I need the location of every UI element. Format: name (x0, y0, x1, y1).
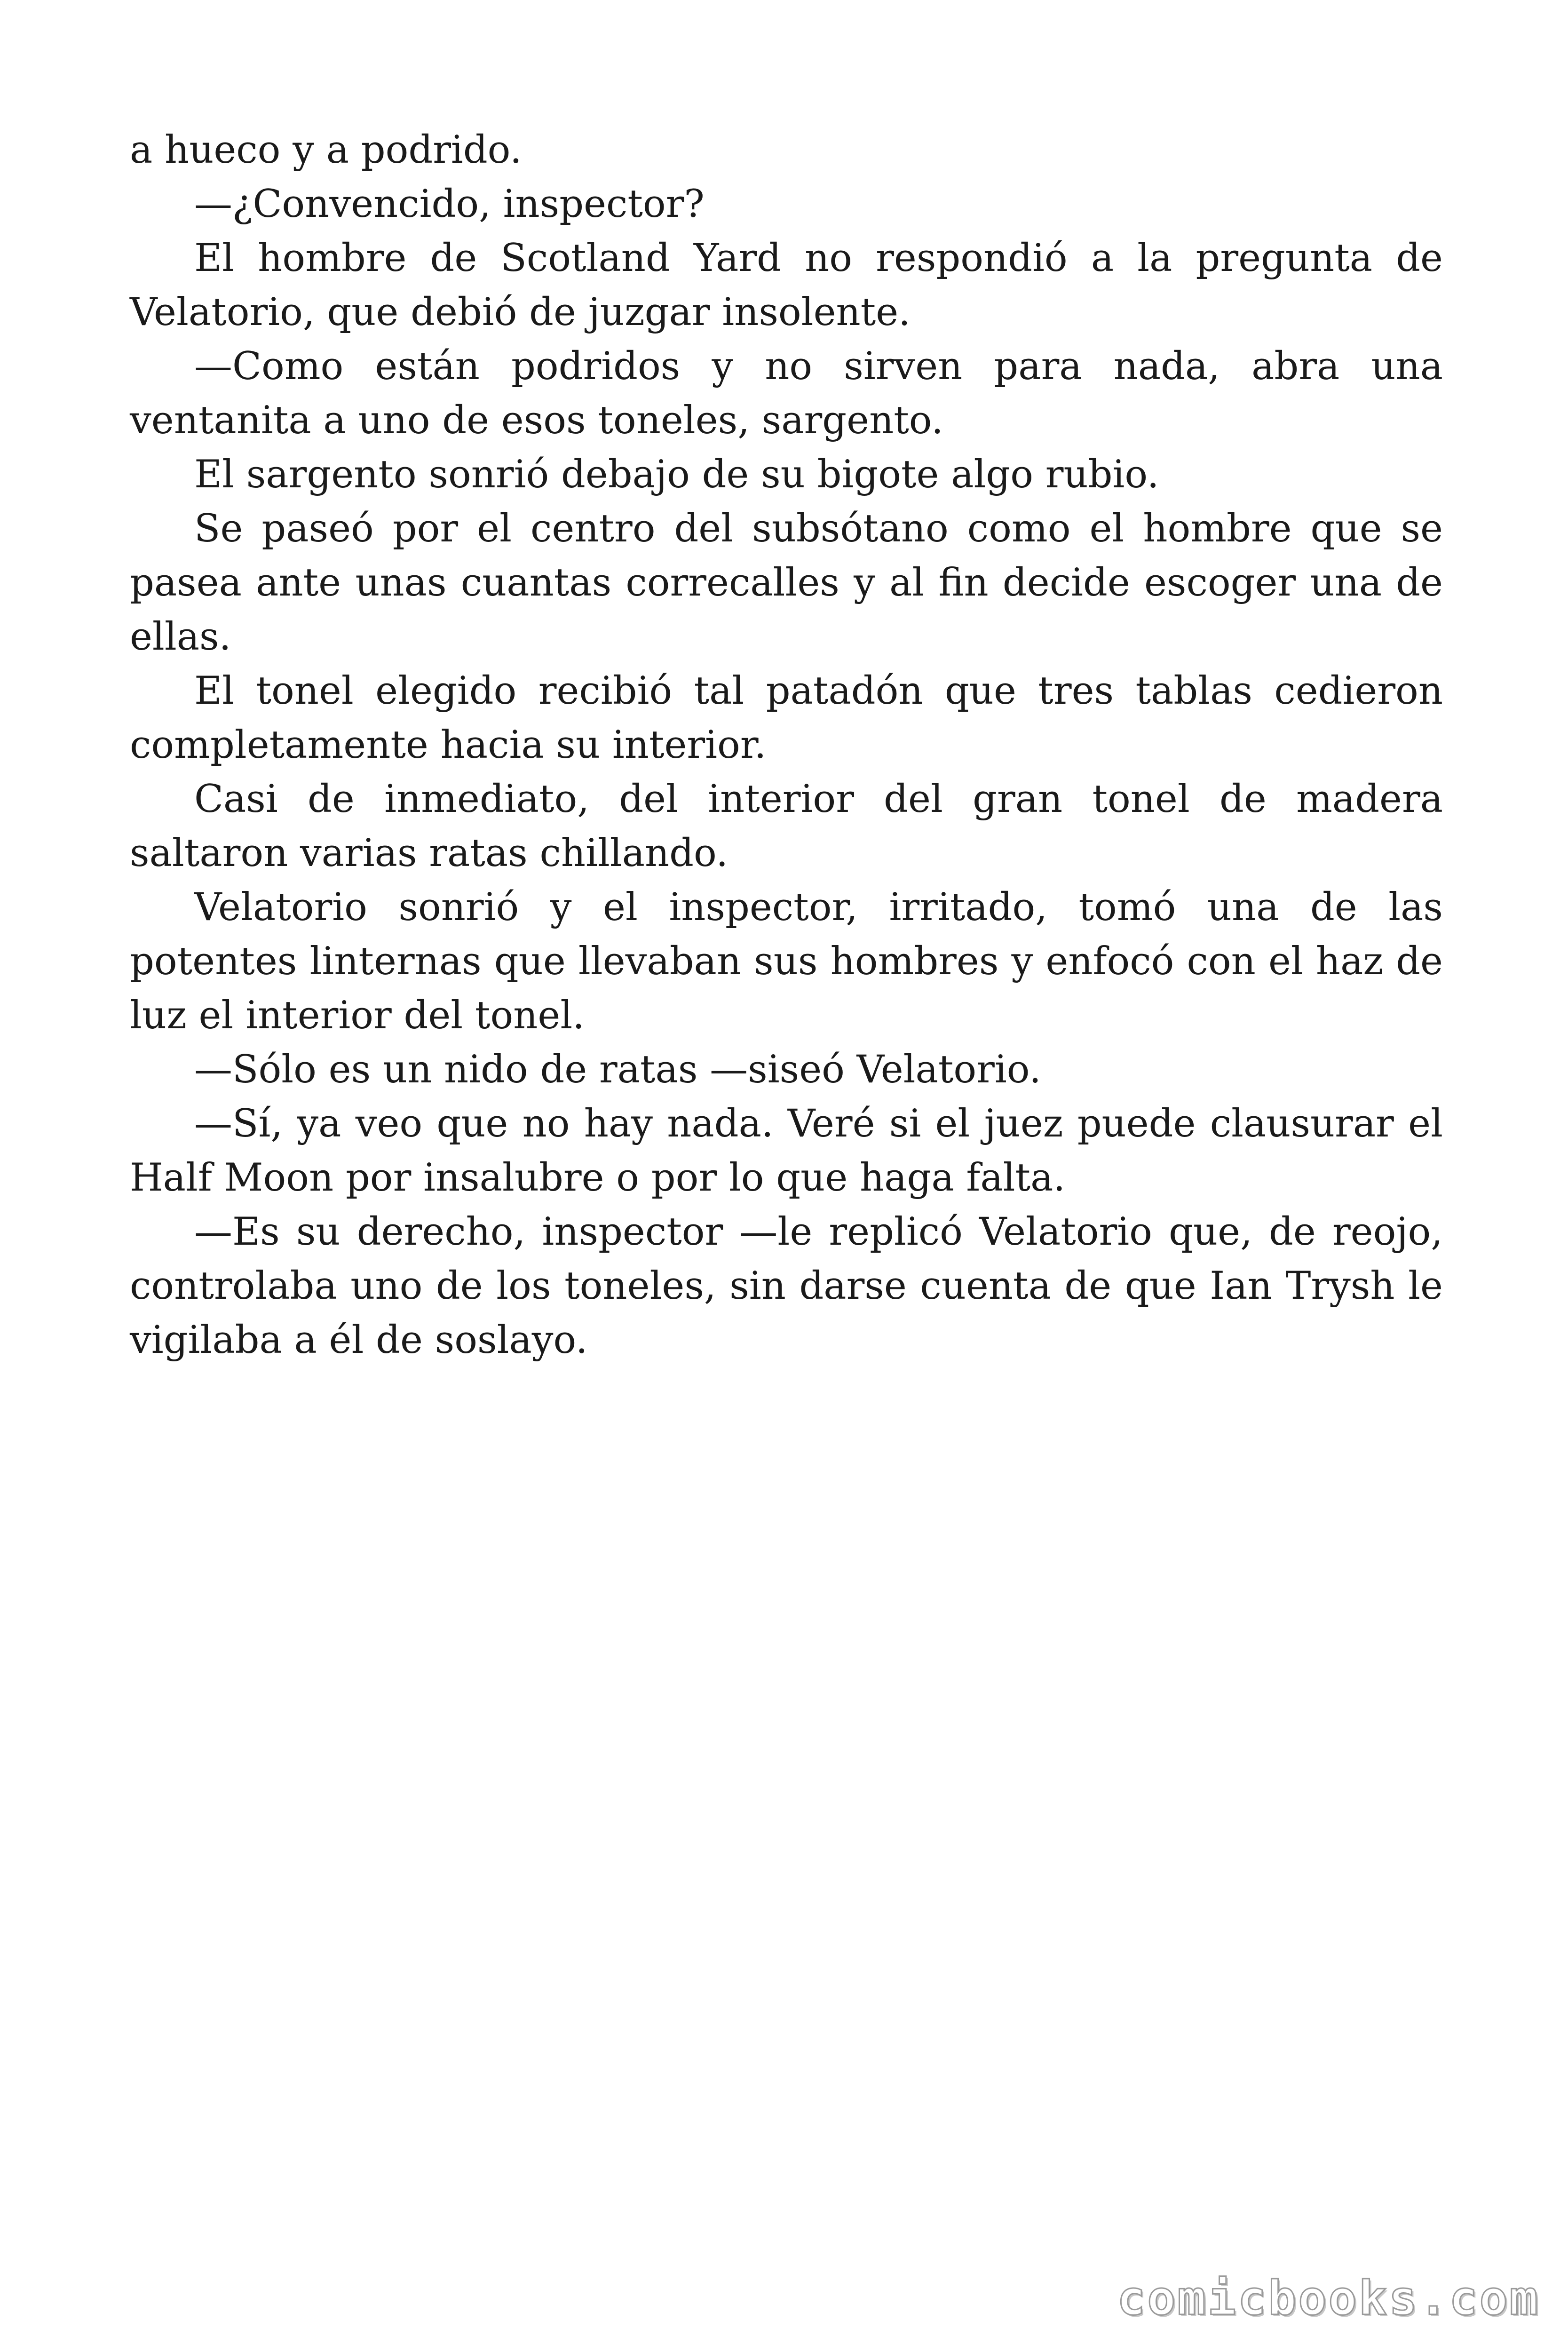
paragraph: Se paseó por el centro del subsótano como el hombre que se pasea ante unas cuantas correcalles y al fin decide escoger una de ellas. (130, 507, 1443, 659)
paragraph: El tonel elegido recibió tal patadón que tres tablas cedieron completamente hacia su interior. (130, 669, 1443, 767)
paragraph: —Como están podridos y no sirven para nada, abra una ventanita a uno de esos toneles, sargento. (130, 344, 1443, 443)
paragraph: —¿Convencido, inspector? (194, 182, 705, 226)
paragraph-continuation: a hueco y a podrido. (130, 128, 522, 172)
watermark: comicbooks.com (1117, 2271, 1540, 2326)
paragraph: El hombre de Scotland Yard no respondió a la pregunta de Velatorio, que debió de juzgar insolente. (130, 236, 1443, 334)
body-text (130, 123, 1443, 1367)
paragraph: El sargento sonrió debajo de su bigote algo rubio. (194, 453, 1159, 497)
paragraph: —Es su derecho, inspector —le replicó Velatorio que, de reojo, controlaba uno de los toneles, sin darse cuenta de que Ian Trysh le vigilaba a él de soslayo. (130, 1210, 1443, 1362)
paragraph: —Sólo es un nido de ratas —siseó Velatorio. (194, 1048, 1041, 1092)
paragraph: —Sí, ya veo que no hay nada. Veré si el juez puede clausurar el Half Moon por insalubre o por lo que haga falta. (130, 1102, 1443, 1200)
paragraph: Velatorio sonrió y el inspector, irritado, tomó una de las potentes linternas que llevaban sus hombres y enfocó con el haz de luz el interior del tonel. (130, 885, 1443, 1038)
paragraph: Casi de inmediato, del interior del gran tonel de madera saltaron varias ratas chillando. (130, 777, 1443, 875)
